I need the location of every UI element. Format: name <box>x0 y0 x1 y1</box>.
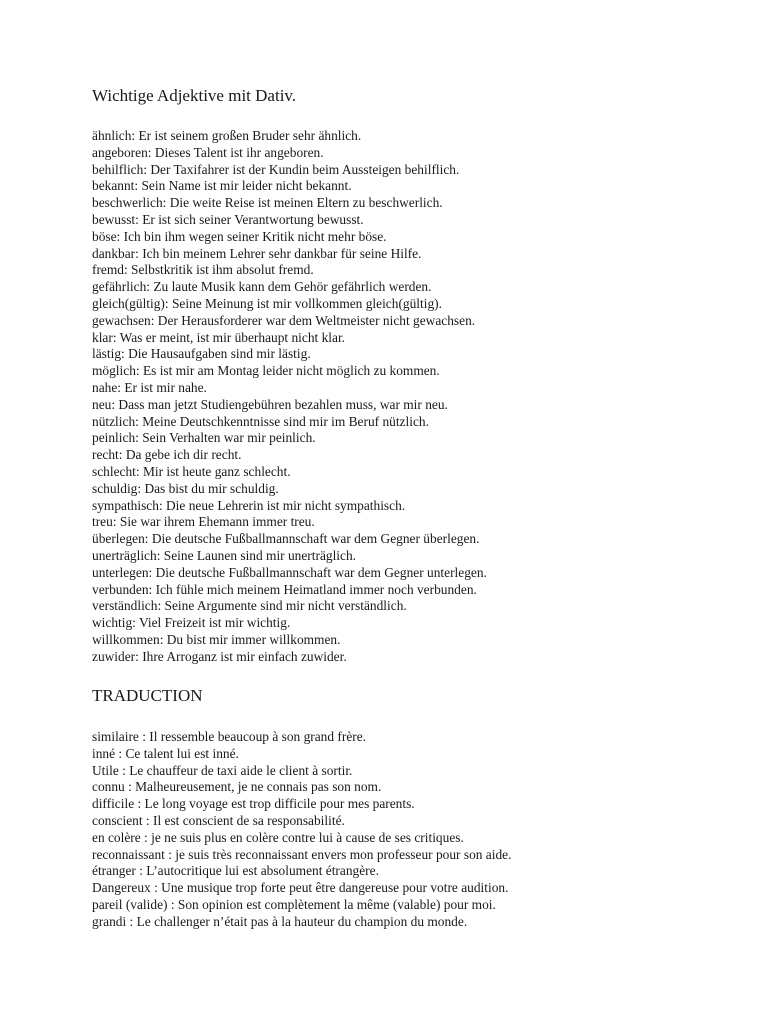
german-example-line: ähnlich: Er ist seinem großen Bruder sehr ähnlich. <box>92 128 362 143</box>
german-example-line: gewachsen: Der Herausforderer war dem Weltmeister nicht gewachsen. <box>92 312 476 328</box>
french-translation-line: similaire : Il ressemble beaucoup à son grand frère. <box>92 729 367 744</box>
german-example-line: wichtig: Viel Freizeit ist mir wichtig. <box>92 615 291 631</box>
document-title: Wichtige Adjektive mit Dativ. <box>92 86 297 105</box>
french-translation-line: étranger : L’autocritique lui est absolument étrangère. <box>92 863 379 879</box>
german-example-line: schuldig: Das bist du mir schuldig. <box>92 480 279 496</box>
french-translation-line: inné : Ce talent lui est inné. <box>92 745 239 761</box>
german-example-line: recht: Da gebe ich dir recht. <box>92 447 242 463</box>
german-example-line: fremd: Selbstkritik ist ihm absolut fremd. <box>92 262 314 278</box>
german-example-line: schlecht: Mir ist heute ganz schlecht. <box>92 463 291 479</box>
german-example-line: gefährlich: Zu laute Musik kann dem Gehör gefährlich werden. <box>92 279 432 295</box>
french-translation-line: difficile : Le long voyage est trop difficile pour mes parents. <box>92 796 415 812</box>
german-example-line: bewusst: Er ist sich seiner Verantwortung bewusst. <box>92 211 364 227</box>
french-translation-line: reconnaissant : je suis très reconnaissant envers mon professeur pour son aide. <box>92 846 512 862</box>
french-translation-line: conscient : Il est conscient de sa responsabilité. <box>92 812 345 828</box>
german-example-line: neu: Dass man jetzt Studiengebühren bezahlen muss, war mir neu. <box>92 396 448 412</box>
german-example-line: nahe: Er ist mir nahe. <box>92 379 207 395</box>
german-example-line: peinlich: Sein Verhalten war mir peinlich. <box>92 430 316 446</box>
french-translation-line: grandi : Le challenger n’était pas à la hauteur du champion du monde. <box>92 913 468 929</box>
french-translation-line: connu : Malheureusement, je ne connais pas son nom. <box>92 779 382 795</box>
german-example-line: überlegen: Die deutsche Fußballmannschaft war dem Gegner überlegen. <box>92 531 480 547</box>
german-example-line: bekannt: Sein Name ist mir leider nicht bekannt. <box>92 178 352 194</box>
french-translation-list <box>92 729 511 931</box>
german-example-line: verbunden: Ich fühle mich meinem Heimatland immer noch verbunden. <box>92 581 477 597</box>
translation-heading: TRADUCTION <box>92 686 203 705</box>
german-example-line: dankbar: Ich bin meinem Lehrer sehr dankbar für seine Hilfe. <box>92 245 422 261</box>
german-adjective-list <box>92 128 487 666</box>
german-example-line: behilflich: Der Taxifahrer ist der Kundin beim Aussteigen behilflich. <box>92 161 460 177</box>
french-translation-line: Utile : Le chauffeur de taxi aide le client à sortir. <box>92 762 353 778</box>
german-example-line: unterlegen: Die deutsche Fußballmannschaft war dem Gegner unterlegen. <box>92 564 487 580</box>
german-example-line: treu: Sie war ihrem Ehemann immer treu. <box>92 514 315 530</box>
german-example-line: möglich: Es ist mir am Montag leider nicht möglich zu kommen. <box>92 363 440 379</box>
german-example-line: nützlich: Meine Deutschkenntnisse sind mir im Beruf nützlich. <box>92 413 429 429</box>
french-translation-line: en colère : je ne suis plus en colère contre lui à cause de ses critiques. <box>92 829 464 845</box>
german-example-line: angeboren: Dieses Talent ist ihr angeboren. <box>92 144 324 160</box>
german-example-line: beschwerlich: Die weite Reise ist meinen Eltern zu beschwerlich. <box>92 195 443 211</box>
german-example-line: willkommen: Du bist mir immer willkommen. <box>92 631 341 647</box>
french-translation-line: pareil (valide) : Son opinion est complètement la même (valable) pour moi. <box>92 896 496 912</box>
german-example-line: verständlich: Seine Argumente sind mir nicht verständlich. <box>92 598 407 614</box>
german-example-line: böse: Ich bin ihm wegen seiner Kritik nicht mehr böse. <box>92 228 387 244</box>
german-example-line: klar: Was er meint, ist mir überhaupt nicht klar. <box>92 329 346 345</box>
french-translation-line: Dangereux : Une musique trop forte peut être dangereuse pour votre audition. <box>92 880 509 896</box>
german-example-line: lästig: Die Hausaufgaben sind mir lästig. <box>92 346 311 362</box>
german-example-line: unerträglich: Seine Launen sind mir unerträglich. <box>92 547 357 563</box>
german-example-line: sympathisch: Die neue Lehrerin ist mir nicht sympathisch. <box>92 497 406 513</box>
german-example-line: gleich(gültig): Seine Meinung ist mir vollkommen gleich(gültig). <box>92 295 442 311</box>
german-example-line: zuwider: Ihre Arroganz ist mir einfach zuwider. <box>92 648 347 664</box>
